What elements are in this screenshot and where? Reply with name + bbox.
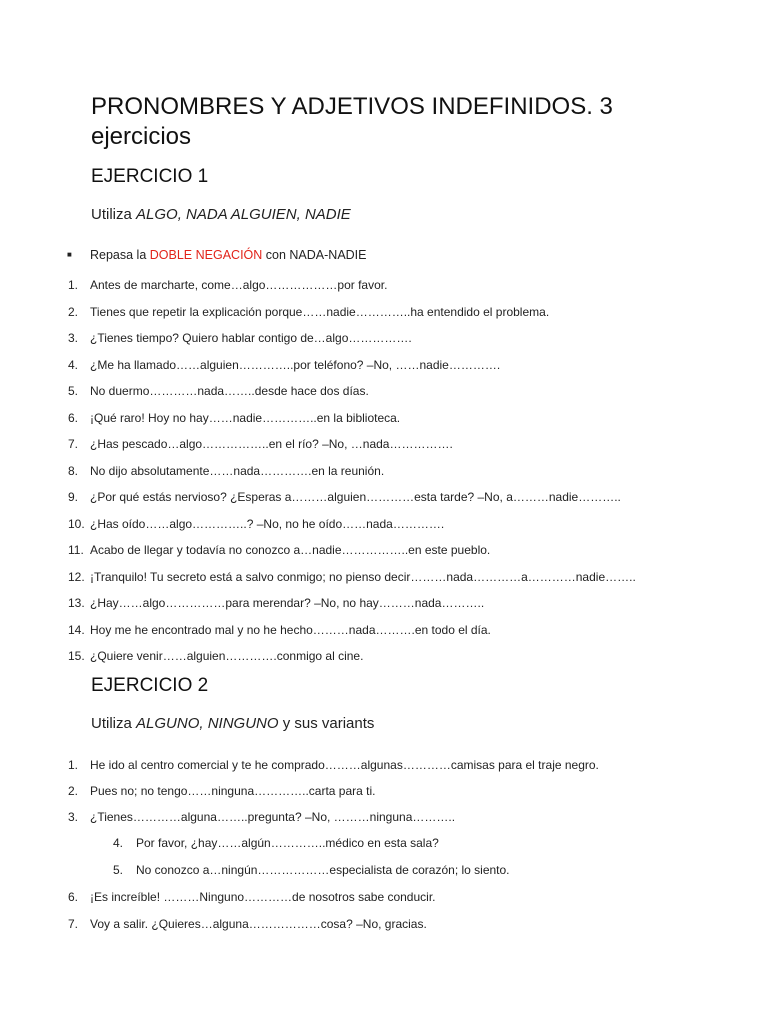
item-number: 1. [68,278,79,292]
item-sentence: Voy a salir. ¿Quieres…alguna………………cosa? –No, gracias. [90,917,427,931]
review-bullet-text [90,247,367,263]
item-sentence: ¿Quiere venir……alguien………….conmigo al cine. [90,649,364,663]
item-number: 14. [68,622,85,637]
ejercicio-2-instructions [91,715,374,733]
item-number: 2. [68,304,79,319]
bullet-prefix: Repasa la [90,248,150,262]
item-sentence: Pues no; no tengo……ninguna…………..carta para ti. [90,784,376,798]
item-number: 6. [68,410,79,425]
bullet-square-icon: ■ [67,250,72,259]
item-number: 12. [68,569,85,584]
item-sentence: He ido al centro comercial y te he comprado………algunas…………camisas para el traje negro. [90,758,599,772]
item-number: 1. [68,758,79,772]
item-number: 4. [113,836,124,850]
item-sentence: ¿Tienes tiempo? Quiero hablar contigo de…algo……………. [90,331,412,345]
item-number: 13. [68,596,85,610]
item-sentence: ¡Qué raro! Hoy no hay……nadie…………..en la biblioteca. [90,410,401,425]
item-sentence: Antes de marcharte, come…algo………………por favor. [90,278,388,292]
item-sentence: ¿Por qué estás nervioso? ¿Esperas a………alguien…………esta tarde? –No, a………nadie……….. [90,490,621,504]
item-sentence: No dijo absolutamente……nada………….en la reunión. [90,463,385,478]
instructions-emphasis: ALGO, NADA ALGUIEN, NADIE [136,206,351,223]
item-number: 9. [68,490,79,504]
instructions-prefix: Utiliza [91,206,137,223]
item-number: 15. [68,649,85,663]
doble-negacion-highlight: DOBLE NEGACIÓN [149,248,263,262]
instructions-emphasis: ALGUNO, NINGUNO [136,715,279,732]
ejercicio-2-heading: EJERCICIO 2 [91,675,209,696]
item-sentence: Hoy me he encontrado mal y no he hecho………nada……….en todo el día. [90,622,491,637]
item-sentence: ¿Tienes…………alguna……..pregunta? –No, ………ninguna……….. [90,810,456,824]
item-sentence: ¡Tranquilo! Tu secreto está a salvo conmigo; no pienso decir………nada…………a…………nadie…….. [90,569,636,584]
item-sentence: ¿Has pescado…algo……………..en el río? –No, …nada……………. [90,437,453,451]
item-number: 7. [68,917,79,931]
instructions-suffix: y sus variants [278,715,375,732]
item-sentence: No duermo…………nada……..desde hace dos días. [90,384,369,398]
item-sentence: ¿Has oído……algo…………..? –No, no he oído……nada…………. [90,516,445,531]
bullet-suffix: con NADA-NADIE [262,248,367,262]
item-sentence: ¿Me ha llamado……alguien…………..por teléfono? –No, ……nadie…………. [90,357,501,372]
item-number: 5. [113,863,124,877]
item-sentence: Acabo de llegar y todavía no conozco a…nadie……………..en este pueblo. [90,543,491,557]
instructions-prefix: Utiliza [91,715,137,732]
item-number: 10. [68,516,85,531]
item-number: 7. [68,437,79,451]
item-sentence: No conozco a…ningún………………especialista de corazón; lo siento. [136,863,510,877]
ejercicio-1-heading: EJERCICIO 1 [91,166,209,187]
item-sentence: ¿Hay……algo……………para merendar? –No, no hay………nada……….. [90,596,485,610]
item-number: 5. [68,384,79,398]
item-number: 3. [68,810,79,824]
item-number: 11. [68,543,84,557]
item-number: 2. [68,784,79,798]
ejercicio-1-instructions [91,206,351,224]
item-number: 8. [68,463,79,478]
item-number: 3. [68,331,79,345]
item-sentence: Tienes que repetir la explicación porque……nadie…………..ha entendido el problema. [90,304,550,319]
item-sentence: ¡Es increíble! ………Ninguno…………de nosotros sabe conducir. [90,890,436,904]
item-number: 4. [68,357,79,372]
page-title: PRONOMBRES Y ADJETIVOS INDEFINIDOS. 3 ejercicios [91,93,613,150]
item-number: 6. [68,890,79,904]
item-sentence: Por favor, ¿hay……algún…………..médico en esta sala? [136,836,439,850]
